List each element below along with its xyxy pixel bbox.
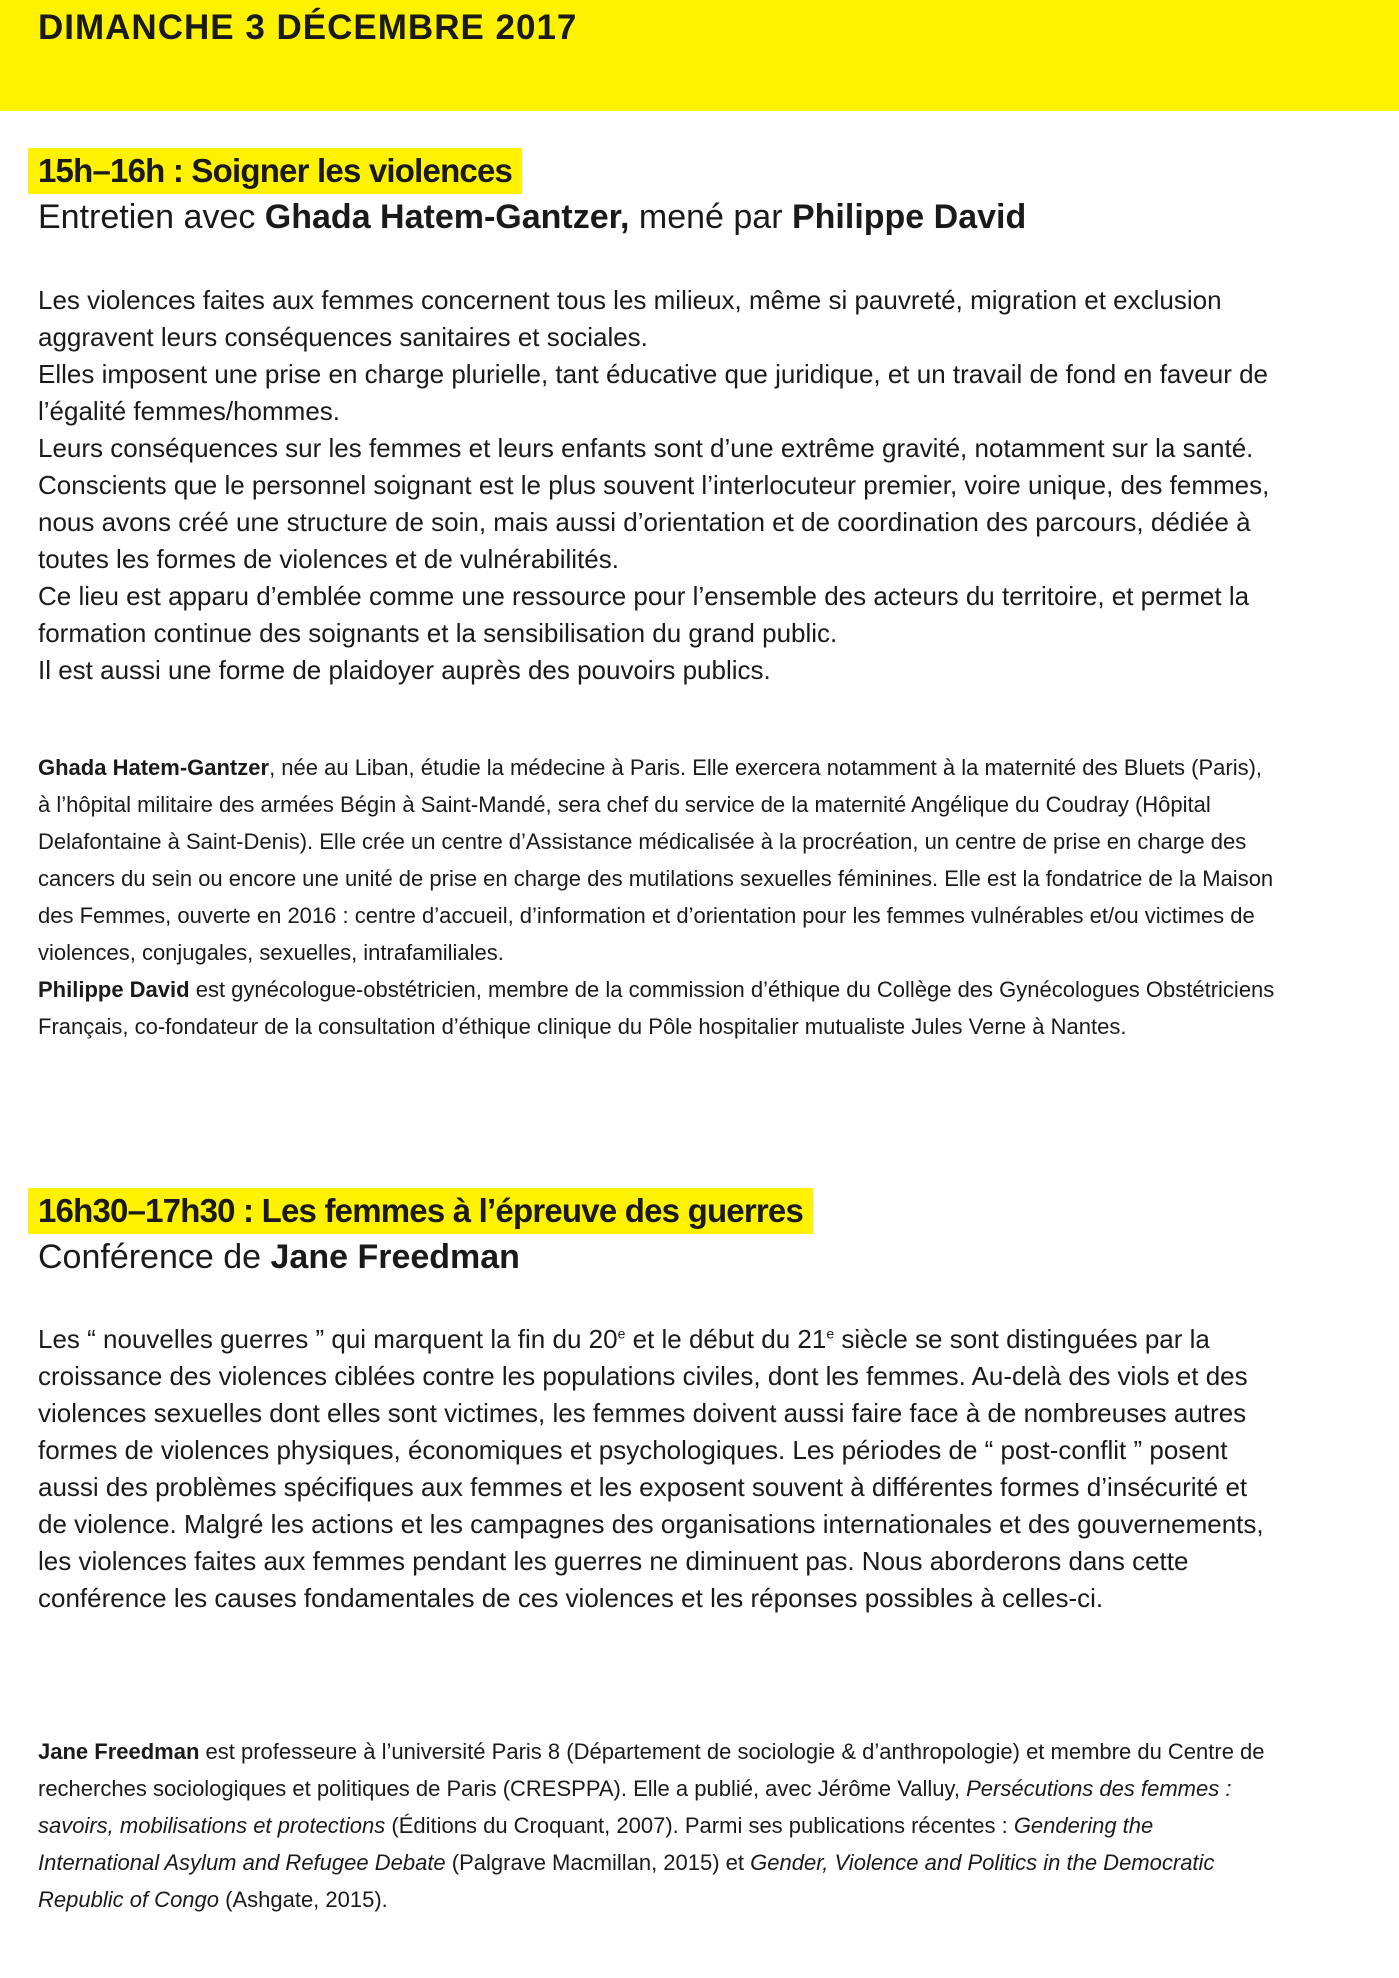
bio-text: est gynécologue-obstétricien, membre de la commission d’éthique du Collège des Gynécologues Obstétriciens Français, co-fondateur de la consultation d’éthique clinique du Pôle hospitalier mutualiste Jules Verne à Nantes. (38, 977, 1275, 1039)
subtitle-mid: mené par (629, 198, 792, 236)
text-run: et le début du 21 (625, 1324, 827, 1354)
header-bar (0, 0, 1399, 111)
book-title: Gender, Violence and Politics in the Democratic Republic of Congo (38, 1850, 1215, 1912)
bio-name: Jane Freedman (38, 1739, 200, 1764)
description-paragraph: Il est aussi une forme de plaidoyer auprès des pouvoirs publics. (38, 655, 771, 685)
bio-philippe (38, 971, 1278, 1045)
page-date: DIMANCHE 3 DÉCEMBRE 2017 (38, 8, 578, 47)
subtitle-prefix: Entretien avec (38, 198, 265, 236)
bio-ghada (38, 749, 1278, 971)
description-paragraph: Ce lieu est apparu d’emblée comme une ressource pour l’ensemble des acteurs du territoire, et permet la formation continue des soignants et la sensibilisation du grand public. (38, 581, 1250, 648)
bio-jane (38, 1733, 1278, 1918)
bio-text: , née au Liban, étudie la médecine à Paris. Elle exercera notamment à la maternité des Bluets (Paris), à l’hôpital militaire des armées Bégin à Saint-Mandé, sera chef du service de la maternité Angélique du Coudray (Hôpital Delafontaine à Saint-Denis). Elle crée un centre d’Assistance médicalisée à la procréation, un centre de prise en charge des cancers du sein ou encore une unité de prise en charge des mutilations sexuelles féminines. Elle est la fondatrice de la Maison des Femmes, ouverte en 2016 : centre d’accueil, d’information et d’orientation pour les femmes vulnérables et/ou victimes de violences, conjugales, sexuelles, intrafamiliales. (38, 755, 1274, 965)
description-paragraph: Les violences faites aux femmes concernent tous les milieux, même si pauvreté, migration et exclusion aggravent leurs conséquences sanitaires et sociales. (38, 285, 1222, 352)
event-soigner-les-violences (38, 148, 1358, 240)
bio-name: Philippe David (38, 977, 190, 1002)
subtitle-prefix: Conférence de (38, 1238, 271, 1276)
bio-text: est professeure à l’université Paris 8 (Département de sociologie & d’anthropologie) et membre du Centre de recherches sociologiques et politiques de Paris (CRESPPA). Elle a publié, avec Jérôme Valluy, (38, 1739, 1265, 1801)
description-paragraph: Conscients que le personnel soignant est le plus souvent l’interlocuteur premier, voire unique, des femmes, nous avons créé une structure de soin, mais aussi d’orientation et de coordination des parcours, dédiée à toutes les formes de violences et de vulnérabilités. (38, 470, 1270, 574)
guest-name: Ghada Hatem-Gantzer, (264, 198, 630, 236)
bio-text: (Palgrave Macmillan, 2015) et (445, 1850, 751, 1875)
event-subtitle (38, 1234, 1358, 1280)
description-paragraph: Elles imposent une prise en charge plurielle, tant éducative que juridique, et un travail de fond en faveur de l’égalité femmes/hommes. (38, 359, 1268, 426)
event-title: 16h30–17h30 : Les femmes à l’épreuve des guerres (28, 1188, 813, 1234)
event1-description (38, 282, 1278, 689)
host-name: Philippe David (791, 198, 1027, 236)
book-title: Gendering the International Asylum and Refugee Debate (38, 1813, 1154, 1875)
guest-name: Jane Freedman (270, 1238, 520, 1276)
text-run: siècle se sont distinguées par la croissance des violences ciblées contre les populations civiles, dont les femmes. Au-delà des viols et des violences sexuelles dont elles sont victimes, les femmes doivent aussi faire face à de nombreuses autres formes de violences physiques, économiques et psychologiques. Les périodes de “ post-conflit ” posent aussi des problèmes spécifiques aux femmes et les exposent souvent à différentes formes d’insécurité et de violence. Malgré les actions et les campagnes des organisations internationales et des gouvernements, les violences faites aux femmes pendant les guerres ne diminuent pas. Nous aborderons dans cette conférence les causes fondamentales de ces violences et les réponses possibles à celles-ci. (38, 1324, 1264, 1613)
bio-text: (Ashgate, 2015). (219, 1887, 388, 1912)
bio-text: (Éditions du Croquant, 2007). Parmi ses publications récentes : (385, 1813, 1014, 1838)
event-title: 15h–16h : Soigner les violences (28, 148, 522, 194)
event2-description (38, 1321, 1278, 1617)
event1-bios (38, 749, 1278, 1045)
description-paragraph (38, 1321, 1278, 1617)
superscript: e (826, 1325, 835, 1342)
text-run: Les “ nouvelles guerres ” qui marquent la fin du 20 (38, 1324, 618, 1354)
event-femmes-epreuve-guerres (38, 1188, 1358, 1280)
bio-name: Ghada Hatem-Gantzer (38, 755, 270, 780)
event-subtitle (38, 194, 1358, 240)
event2-bio (38, 1733, 1278, 1918)
description-paragraph: Leurs conséquences sur les femmes et leurs enfants sont d’une extrême gravité, notamment sur la santé. (38, 433, 1254, 463)
superscript: e (617, 1325, 626, 1342)
book-title: Persécutions des femmes : savoirs, mobilisations et protections (38, 1776, 1232, 1838)
